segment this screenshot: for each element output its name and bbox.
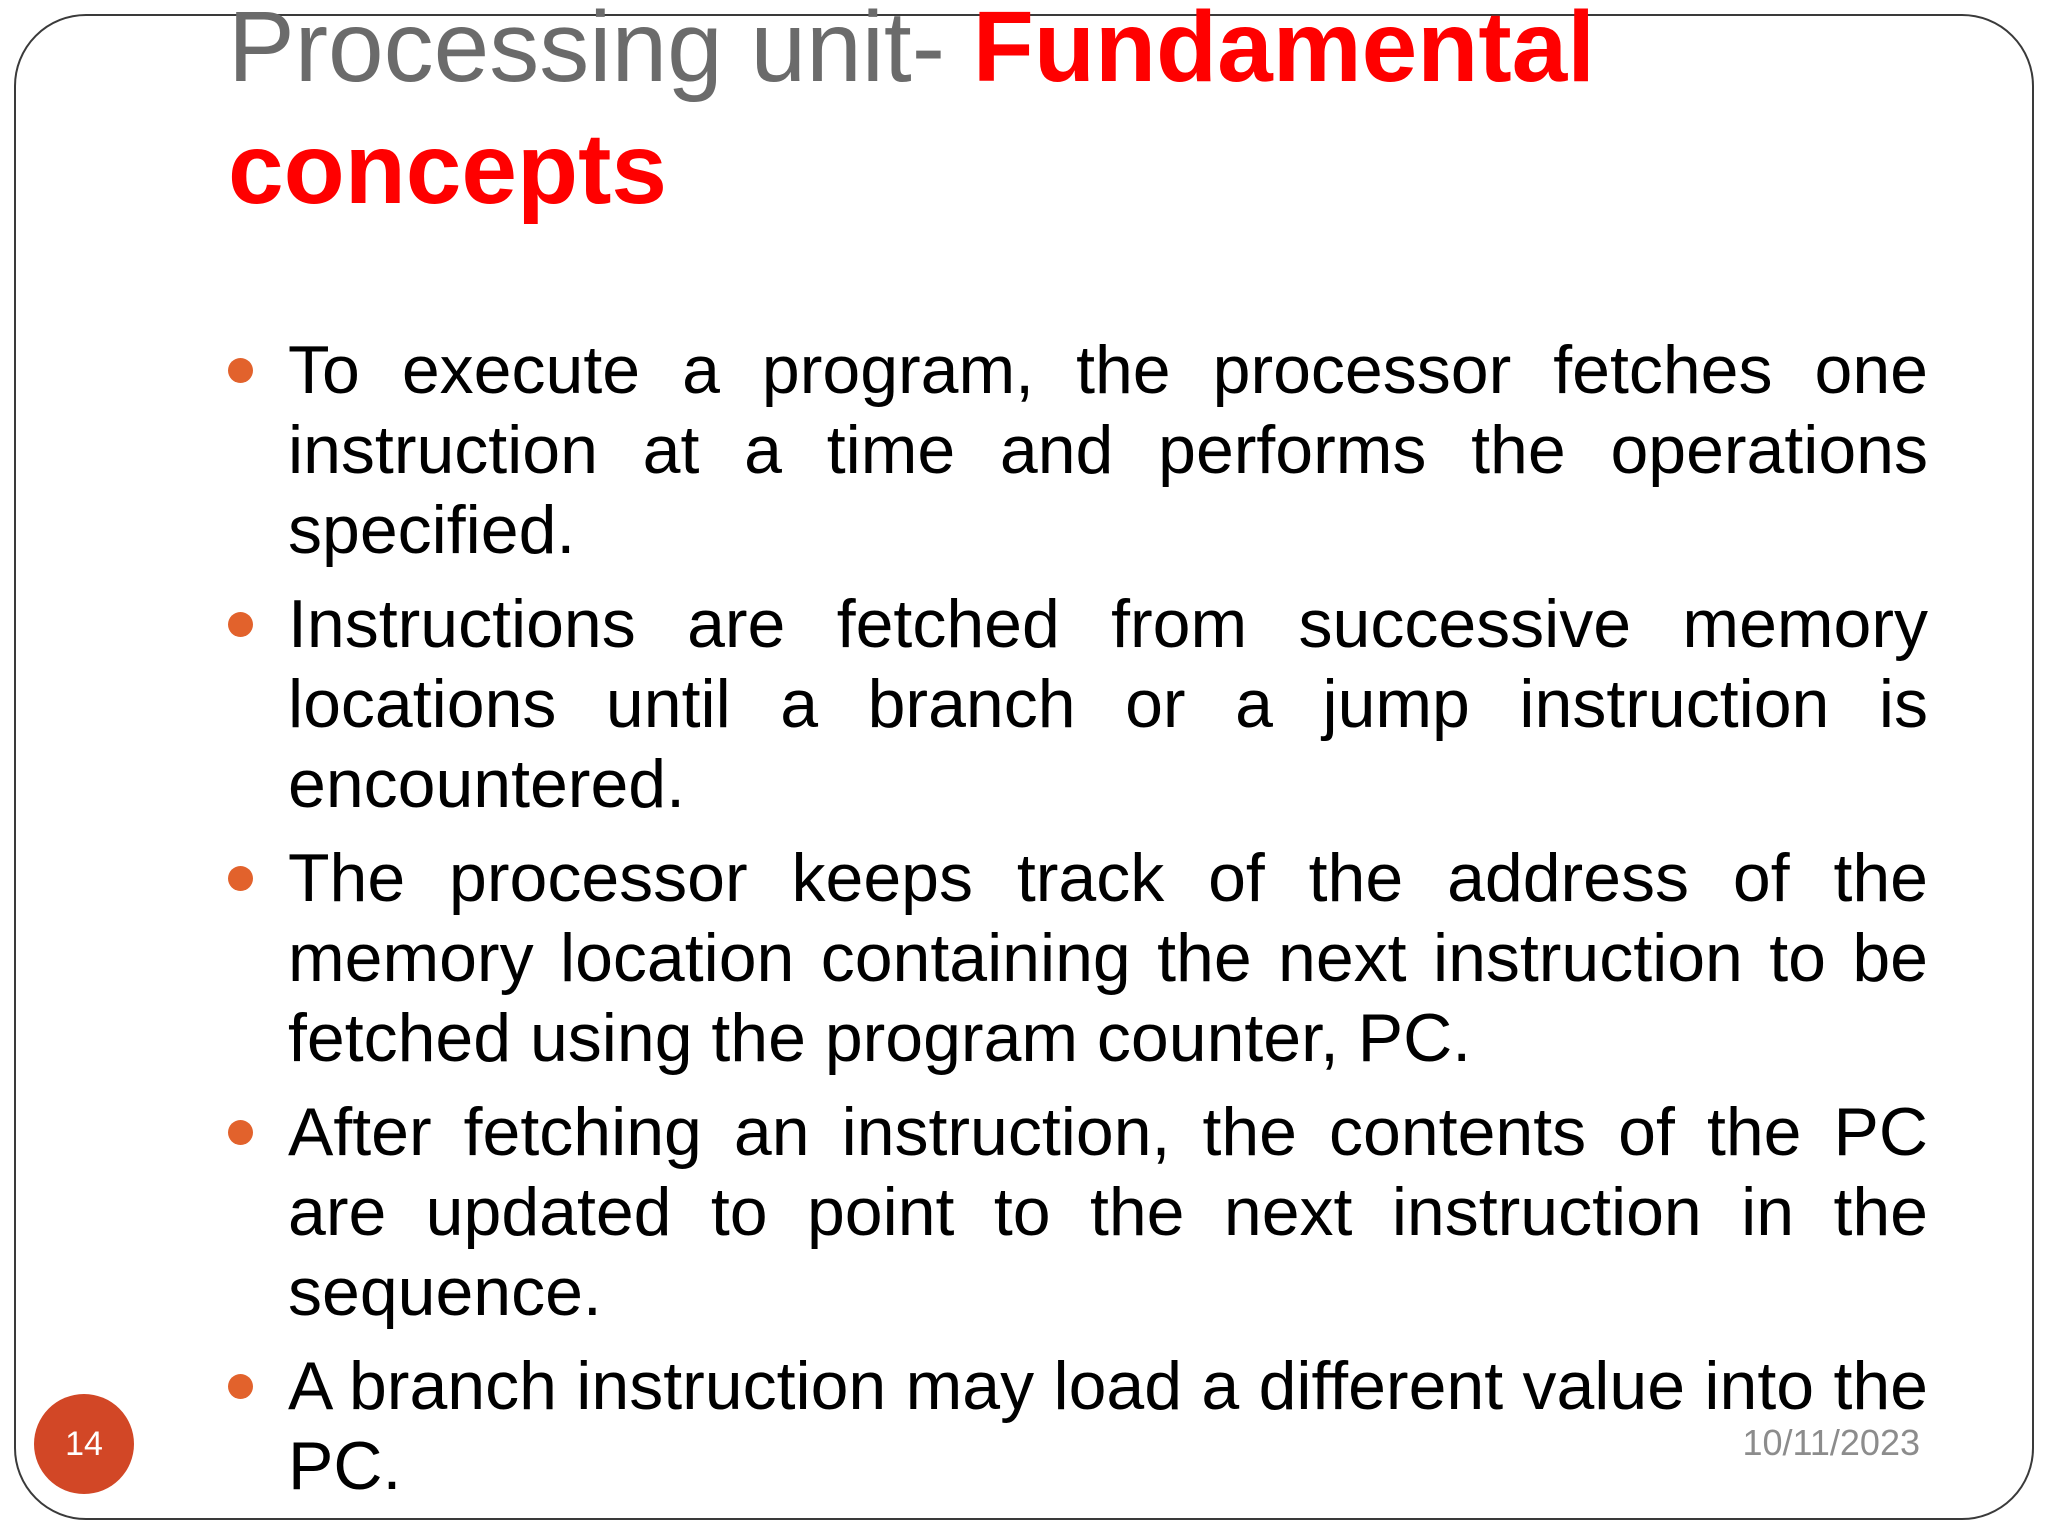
bullet-text: To execute a program, the processor fetches one instruction at a time and performs the operations specified. <box>288 332 1928 568</box>
bullet-item <box>228 1346 1928 1506</box>
bullet-item <box>228 330 1928 570</box>
bullet-item <box>228 1092 1928 1332</box>
page-number: 14 <box>65 1424 103 1463</box>
title-accent: Fundamental concepts <box>228 0 1596 225</box>
bullet-item <box>228 584 1928 824</box>
bullet-list <box>228 330 1928 1520</box>
slide-date: 10/11/2023 <box>1742 1422 1920 1463</box>
title-prefix: Processing unit- <box>228 0 973 103</box>
bullet-text: The processor keeps track of the address of the memory location containing the next instruction to be fetched using the program counter, PC. <box>288 840 1928 1076</box>
bullet-dot-icon <box>228 866 253 891</box>
bullet-item <box>228 838 1928 1078</box>
bullet-dot-icon <box>228 1374 253 1399</box>
bullet-dot-icon <box>228 1120 253 1145</box>
bullet-text: A branch instruction may load a different value into the PC. <box>288 1348 1928 1504</box>
slide-title <box>228 0 1928 230</box>
bullet-dot-icon <box>228 358 253 383</box>
bullet-text: After fetching an instruction, the contents of the PC are updated to point to the next instruction in the sequence. <box>288 1094 1928 1330</box>
bullet-text: Instructions are fetched from successive memory locations until a branch or a jump instruction is encountered. <box>288 586 1928 822</box>
page-number-badge <box>34 1394 134 1494</box>
bullet-dot-icon <box>228 612 253 637</box>
